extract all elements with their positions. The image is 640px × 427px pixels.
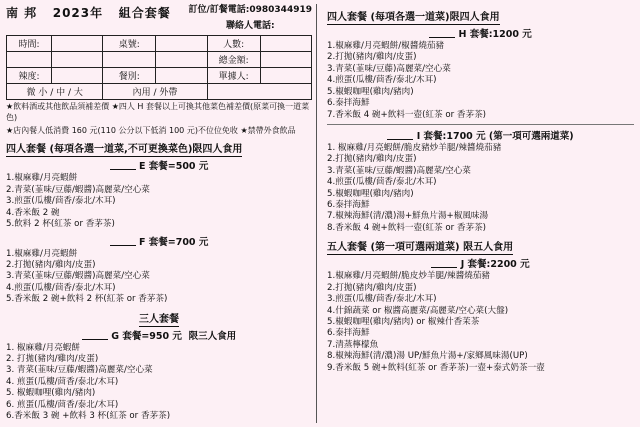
table-value[interactable] <box>156 36 207 52</box>
set-h-price: :1200 元 <box>488 29 532 40</box>
spicy-options[interactable]: 微 小 / 中 / 大 <box>7 84 103 100</box>
section-title-three-person <box>6 310 312 325</box>
reservation-phone: 訂位/訂餐電話:0980344919 <box>188 5 312 15</box>
spicy-label: 辣度: <box>7 68 52 84</box>
section-title-text: 四人套餐 (每項各選一道菜,不可更換菜色)限四人食用 <box>6 144 243 156</box>
list-item: 8.椒辣海鮮(清/濃)湯 UP/鮮魚片湯+/家鄉風味湯(UP) <box>327 351 528 362</box>
people-label: 人數: <box>207 36 260 52</box>
empty-value[interactable] <box>52 52 103 68</box>
people-value[interactable] <box>260 36 311 52</box>
set-g-title <box>6 328 312 342</box>
list-item: 4. 煎蛋(瓜樓/茴香/泰北/木耳) <box>6 376 119 387</box>
empty-label <box>7 52 52 68</box>
set-j-items <box>327 271 634 374</box>
table-row <box>7 36 312 52</box>
contact-phone-label: 聯絡人電話: <box>225 20 275 31</box>
eat-label: 餐別: <box>103 68 156 84</box>
set-f-items <box>6 249 312 306</box>
set-i-items <box>327 143 634 234</box>
page-title: 組合套餐 <box>118 6 171 20</box>
list-item: 2.打拋(豬肉/雞肉/皮蛋) <box>6 259 96 270</box>
set-h-items <box>327 41 634 121</box>
list-item: 6. 煎蛋(瓜樓/茴香/泰北/木耳) <box>6 399 119 410</box>
set-h-title <box>327 26 634 40</box>
order-blank[interactable] <box>207 84 311 100</box>
order-form-table <box>6 35 312 100</box>
list-item: 2. 打拋(豬肉/雞肉/皮蛋) <box>6 354 99 365</box>
table-label: 桌號: <box>103 36 156 52</box>
set-e-blank <box>110 169 136 170</box>
set-e-items <box>6 173 312 230</box>
list-item: 1.椒麻雞/月亮蝦餅 <box>6 173 78 184</box>
note-line-1: ★飲料酒或其他飲品須補差價 ★四人 H 套餐以上可換其他菜色補差價(原菜可換一道菜色) <box>6 102 310 122</box>
list-item: 3.煎蛋(瓜樓/茴香/泰北/木耳) <box>327 294 437 305</box>
list-item: 4.香米飯 2 碗 <box>6 207 60 218</box>
list-item: 5.香米飯 2 碗+飲料 2 杯(紅茶 or 香茅茶) <box>6 294 168 305</box>
right-column <box>323 4 634 423</box>
contact-block <box>188 4 312 33</box>
set-j-title <box>327 256 634 270</box>
list-item: 2.青菜(韮味/豆藤/蝦醬)高麗菜/空心菜 <box>6 184 150 195</box>
set-g-blank <box>82 339 108 340</box>
time-label: 時間: <box>7 36 52 52</box>
order-person-value[interactable] <box>260 68 311 84</box>
list-item: 3.青菜(韮味/豆藤)高麗菜/空心菜 <box>327 63 451 74</box>
list-item: 3.青菜(韮味/豆藤/蝦醬)高麗菜/空心菜 <box>327 165 471 176</box>
order-person-label: 單據人: <box>207 68 260 84</box>
set-g-price: =950 元 <box>141 330 182 342</box>
note-line-2: ★店內餐人低消費 160 元(110 公分以下低消 100 元)不位位免收 ★禁帶外食飲品 <box>6 125 296 135</box>
list-item: 2.打拋(豬肉/雞肉/皮蛋) <box>327 282 417 293</box>
two-column-layout <box>6 4 634 423</box>
list-item: 7.香米飯 4 碗+飲料一壺(紅茶 or 香茅茶) <box>327 109 487 120</box>
list-item: 6.香米飯 3 碗 +飲料 3 杯(紅茶 or 香茅茶) <box>6 411 171 422</box>
list-item: 3.煎蛋(瓜樓/茴香/泰北/木耳) <box>6 196 116 207</box>
eat-options[interactable]: 內用 / 外帶 <box>103 84 207 100</box>
total-value[interactable] <box>260 52 311 68</box>
list-item: 5.椒蝦咖哩(雞肉/豬肉) <box>327 86 414 97</box>
list-item: 6.泰拌海鮮 <box>327 200 370 211</box>
list-item: 4.煎蛋(瓜樓/茴香/泰北/木耳) <box>327 177 437 188</box>
list-item: 6.泰拌海鮮 <box>327 328 370 339</box>
year-label: 2023年 <box>52 6 104 20</box>
list-item: 5.椒蝦咖哩(雞肉/豬肉) <box>327 188 414 199</box>
section-title-five-person <box>327 238 634 253</box>
brand-title <box>6 4 171 21</box>
list-item: 1.椒麻雞/月亮蝦餅/椒醬燒茄豬 <box>327 41 445 51</box>
list-item: 2.打拋(豬肉/雞肉/皮蛋) <box>327 154 417 165</box>
empty-value-2[interactable] <box>156 52 207 68</box>
list-item: 1. 椒麻雞/月亮蝦餅 <box>6 342 80 353</box>
set-h-name: H 套餐 <box>458 29 489 40</box>
list-item: 5. 椒蝦咖哩(雞肉/豬肉) <box>6 388 96 399</box>
set-e-title <box>6 158 312 172</box>
table-row <box>7 52 312 68</box>
spicy-blank[interactable] <box>52 68 103 84</box>
list-item: 6.泰拌海鮮 <box>327 98 370 109</box>
list-item: 4.煎蛋(瓜樓/茴香/泰北/木耳) <box>6 282 116 293</box>
list-item: 9.香米飯 5 碗+飲料(紅茶 or 香茅茶)一壺+泰式奶茶一壺 <box>327 362 545 373</box>
set-e-name: E 套餐 <box>138 161 168 173</box>
section-title-four-person-right <box>327 8 634 23</box>
left-column <box>6 4 317 423</box>
list-item: 7.清蒸檸檬魚 <box>327 339 379 350</box>
document-header <box>6 4 312 33</box>
divider <box>327 124 634 125</box>
set-f-title <box>6 234 312 248</box>
set-j-name: J 套餐 <box>460 259 487 271</box>
set-f-name: F 套餐 <box>138 236 168 248</box>
set-j-price: :2200 元 <box>486 259 530 271</box>
list-item: 7.椒辣海鮮(清/濃)湯+鮮魚片湯+椒風味湯 <box>327 211 489 222</box>
table-row <box>7 84 312 100</box>
list-item: 5.飲料 2 杯(紅茶 or 香茅茶) <box>6 219 115 230</box>
list-item: 1.椒麻雞/月亮蝦餅 <box>6 248 78 259</box>
section-title-four-person-left <box>6 140 312 155</box>
list-item: 1.椒麻雞/月亮蝦餅/脆皮炒羊腿/辣醬燒茄豬 <box>327 271 490 282</box>
set-i-title <box>327 128 634 142</box>
brand-name: 南 邦 <box>6 6 38 20</box>
list-item: 4.煎蛋(瓜樓/茴香/泰北/木耳) <box>327 75 437 86</box>
set-g-limit: 限三人食用 <box>188 330 237 342</box>
table-row <box>7 68 312 84</box>
set-g-name: G 套餐 <box>111 330 142 342</box>
section-title-text: 三人套餐 <box>139 313 179 325</box>
total-label: 總金額: <box>207 52 260 68</box>
set-i-blank <box>387 139 413 140</box>
set-f-price: =700 元 <box>167 236 209 248</box>
set-i-name: I 套餐 <box>416 130 443 142</box>
list-item: 2.打拋(豬肉/雞肉/皮蛋) <box>327 52 417 63</box>
section-title-text: 五人套餐 (第一項可選兩道菜) 限五人食用 <box>327 242 514 254</box>
list-item: 1. 椒麻雞/月亮蝦餅/脆皮豬炒羊腿/辣醬燒茄豬 <box>327 142 502 153</box>
section-title-text: 四人套餐 (每項各選一道菜)限四人食用 <box>327 12 500 23</box>
set-i-price: :1700 元 (第一項可選兩道菜) <box>442 130 574 142</box>
set-h-blank <box>429 37 455 38</box>
set-j-blank <box>431 267 457 268</box>
eat-blank[interactable] <box>156 68 207 84</box>
time-value[interactable] <box>52 36 103 52</box>
list-item: 4.什錦蔬菜 or 椒醬高麗菜/高麗菜/空心菜(大盤) <box>327 305 509 316</box>
empty-label-2 <box>103 52 156 68</box>
list-item: 5.椒蝦咖哩(雞肉/豬肉) or 椒辣什香茉茶 <box>327 317 480 328</box>
set-f-blank <box>110 245 136 246</box>
list-item: 8.香米飯 4 碗+飲料一壺(紅茶 or 香茅茶) <box>327 222 487 233</box>
set-e-price: =500 元 <box>167 161 209 173</box>
list-item: 3. 青菜(韮味/豆藤/蝦醬)高麗菜/空心菜 <box>6 365 153 376</box>
list-item: 3.青菜(韮味/豆藤/蝦醬)高麗菜/空心菜 <box>6 271 150 282</box>
set-g-items <box>6 343 312 423</box>
